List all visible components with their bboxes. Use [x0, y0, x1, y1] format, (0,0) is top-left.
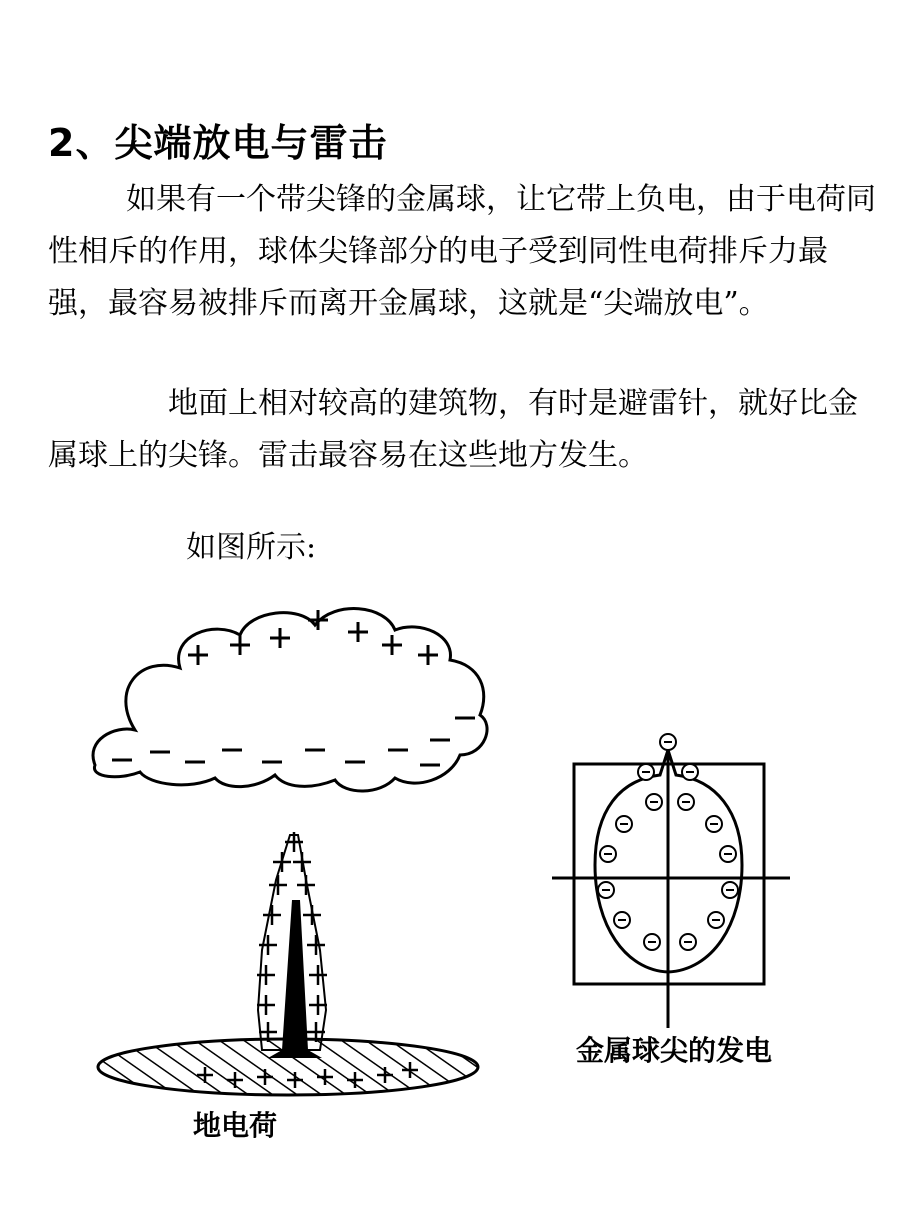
cloud-plus-charge	[188, 645, 208, 665]
cloud-plus-charge	[418, 645, 438, 665]
cloud-plus-charge	[308, 610, 328, 630]
electron	[598, 882, 614, 898]
electron	[638, 764, 654, 780]
tower-plus-charge	[263, 905, 281, 925]
cloud-plus-charge	[270, 628, 290, 648]
electron	[708, 912, 724, 928]
electron	[678, 794, 694, 810]
electron	[646, 794, 662, 810]
right-figure-label: 金属球尖的发电	[576, 1034, 773, 1067]
electron	[706, 816, 722, 832]
electron	[682, 764, 698, 780]
cloud-plus-charge	[382, 635, 402, 655]
electron	[614, 912, 630, 928]
tower-plus-charge	[293, 852, 311, 872]
cloud-plus-charge	[348, 622, 368, 642]
electron	[660, 734, 676, 750]
section-heading: 2、尖端放电与雷击	[48, 121, 388, 165]
electron	[616, 816, 632, 832]
tower-plus-charge	[307, 935, 325, 955]
electron	[680, 934, 696, 950]
tower-plus-charge	[273, 852, 291, 872]
figure-intro: 如图所示:	[186, 530, 317, 565]
discharge-figure	[0, 580, 920, 1180]
electron	[644, 934, 660, 950]
tower-plus-charge	[309, 965, 327, 985]
tower-plus-charge	[297, 875, 315, 895]
paragraph-lightning: 地面上相对较高的建筑物，有时是避雷针，就好比金属球上的尖锋。雷击最容易在这些地方发生。	[48, 386, 858, 473]
left-figure-label: 地电荷	[193, 1109, 278, 1142]
cloud-plus-charge	[230, 635, 250, 655]
electron	[600, 846, 616, 862]
metal-sphere-diagram	[552, 734, 790, 1028]
tower-plus-charge	[303, 905, 321, 925]
electron	[720, 846, 736, 862]
electron	[722, 882, 738, 898]
tall-building	[257, 832, 327, 1058]
thundercloud	[93, 609, 487, 791]
paragraph-point-discharge: 如果有一个带尖锋的金属球，让它带上负电，由于电荷同性相斥的作用，球体尖锋部分的电子受到同性电荷排斥力最强，最容易被排斥而离开金属球，这就是“尖端放电”。	[48, 182, 876, 321]
tower-plus-charge	[269, 875, 287, 895]
